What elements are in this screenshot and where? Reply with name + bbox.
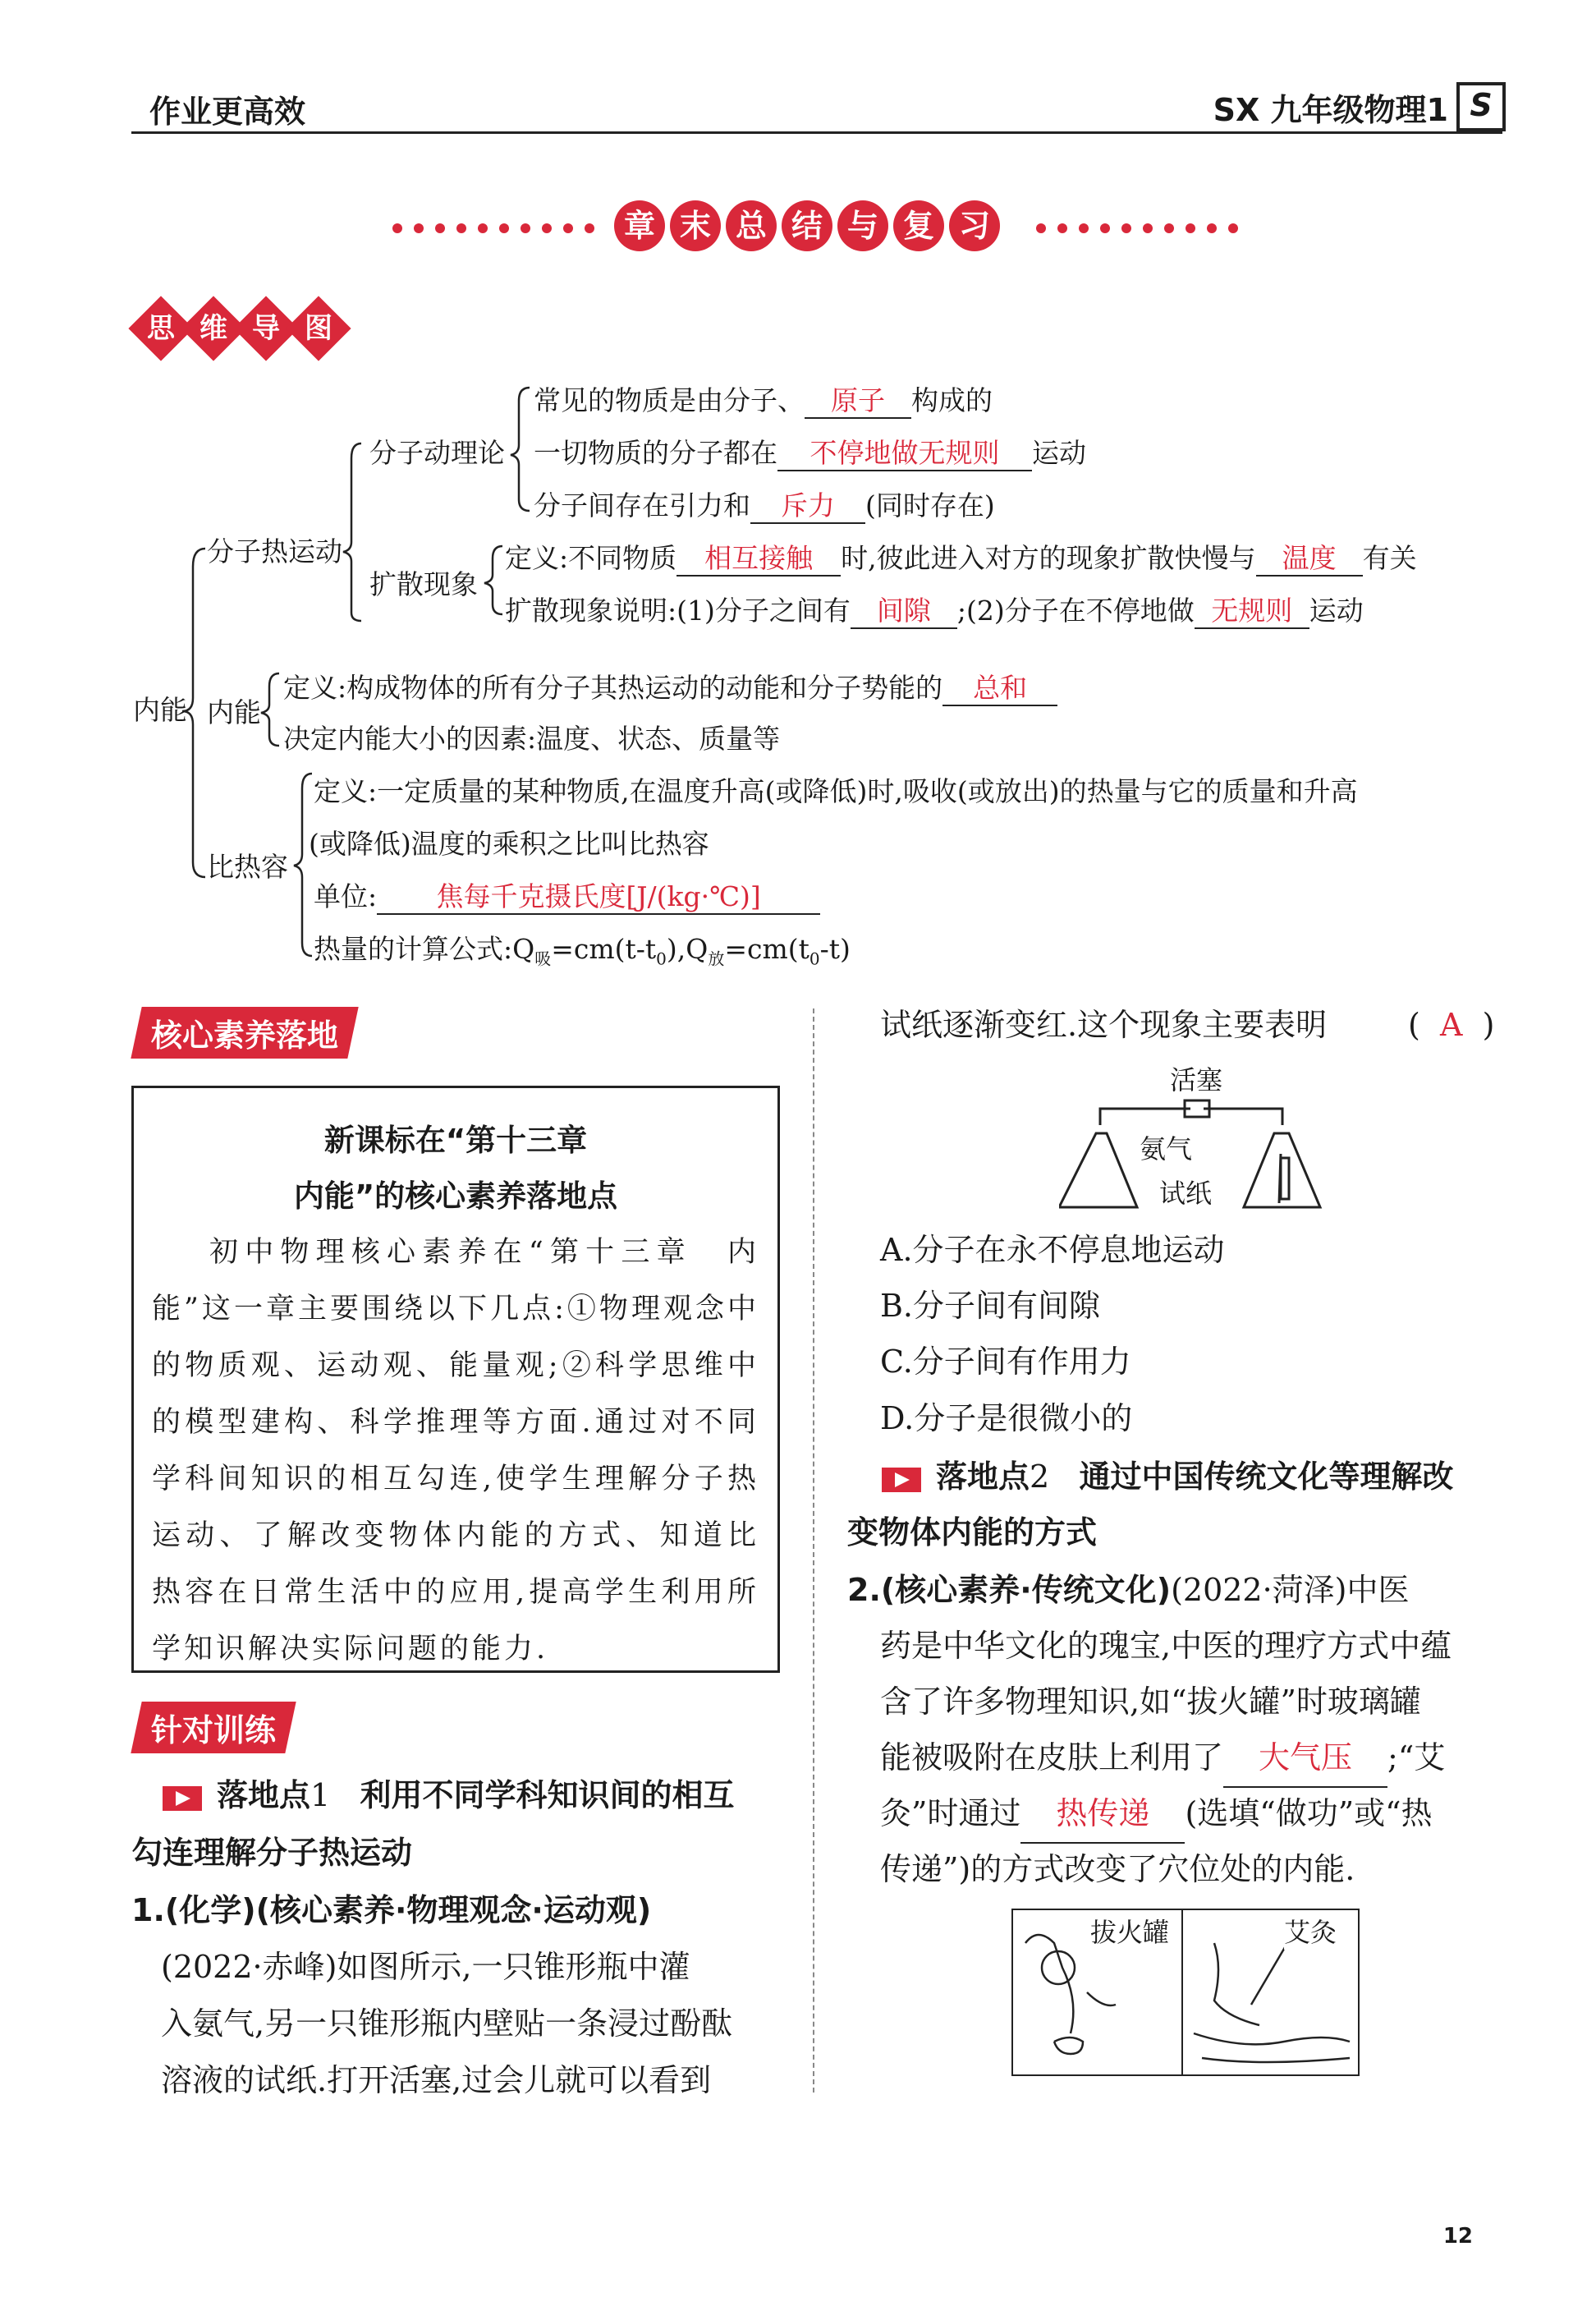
q2-line: 含了许多物理知识,如“拔火罐”时玻璃罐 — [880, 1684, 1421, 1720]
q2-line: 能被吸附在皮肤上利用了 大气压 ;“艾 — [880, 1730, 1445, 1788]
mm-kinetic-theory: 分子动理论 — [369, 437, 505, 469]
q1-continuation: 试纸逐渐变红.这个现象主要表明 — [880, 1007, 1328, 1043]
q1-line: 溶液的试纸.打开活塞,过会儿就可以看到 — [161, 2062, 712, 2098]
play-icon — [163, 1786, 202, 1811]
q1-option-d: D.分子是很微小的 — [880, 1400, 1133, 1436]
q1-option-c: C.分子间有作用力 — [880, 1344, 1131, 1380]
point-1-heading-cont: 勾连理解分子热运动 — [131, 1835, 413, 1871]
label-ammonia: 氨气 — [1140, 1133, 1193, 1165]
mm-item: 扩散现象说明:(1)分子之间有 间隙 ;(2)分子在不停地做 无规则 运动 — [505, 595, 1364, 629]
box-title-2: 内能”的核心素养落地点 — [293, 1178, 618, 1214]
q1-header: 1.(化学)(核心素养·物理观念·运动观) — [131, 1892, 652, 1928]
label-moxibustion: 艾灸 — [1284, 1912, 1337, 1950]
core-literacy-banner: 核心素养落地 — [131, 1007, 358, 1059]
point-2-heading: 落地点2 通过中国传统文化等理解改 — [882, 1449, 1453, 1505]
mm-branch-internal-energy: 内能 — [207, 696, 261, 728]
mindmap-title: 思 维 导 图 — [138, 306, 342, 351]
mm-item: 定义:不同物质 相互接触 时,彼此进入对方的现象扩散快慢与 温度 有关 — [505, 542, 1417, 577]
q2-line: 灸”时通过 热传递 (选填“做功”或“热 — [880, 1785, 1433, 1844]
chapter-title: 章 末 总 结 与 复 习 — [614, 200, 1000, 251]
q1-line: (2022·赤峰)如图所示,一只锥形瓶中灌 — [161, 1949, 690, 1985]
book-title: SX 九年级物理1 — [1213, 91, 1448, 128]
play-icon — [882, 1468, 921, 1492]
publisher-logo: S — [1456, 82, 1506, 131]
label-test-paper: 试纸 — [1159, 1178, 1213, 1209]
label-valve: 活塞 — [1170, 1064, 1223, 1096]
training-banner: 针对训练 — [131, 1702, 296, 1753]
mm-item: 单位: 焦每千克摄氏度[J/(kg·℃)] — [314, 880, 820, 915]
mm-item: 一切物质的分子都在 不停地做无规则 运动 — [534, 437, 1086, 471]
mm-diffusion: 扩散现象 — [369, 568, 478, 600]
mm-item: 定义:构成物体的所有分子其热运动的动能和分子势能的 总和 — [283, 672, 1057, 706]
column-divider — [813, 1008, 814, 2093]
mm-item: 定义:一定质量的某种物质,在温度升高(或降低)时,吸收(或放出)的热量与它的质量和升高 — [314, 775, 1358, 807]
mm-item: 常见的物质是由分子、 原子 构成的 — [534, 384, 993, 419]
mm-heat-formula: 热量的计算公式$:Q_吸=cm(t-t_0),Q_放=cm(t_0-t)$ — [314, 933, 851, 969]
core-literacy-box — [131, 1086, 780, 1673]
q2-line: 药是中华文化的瑰宝,中医的理疗方式中蕴 — [880, 1628, 1452, 1664]
q1-answer: ( A ) — [1408, 1007, 1495, 1043]
q1-option-b: B.分子间有间隙 — [880, 1288, 1101, 1324]
mm-item: 分子间存在引力和 斥力 (同时存在) — [534, 489, 995, 524]
mm-root: 内能 — [133, 694, 187, 726]
q1-line: 入氨气,另一只锥形瓶内壁贴一条浸过酚酞 — [161, 2005, 733, 2042]
mm-item: (或降低)温度的乘积之比叫比热容 — [309, 828, 709, 860]
mm-branch-molecular: 分子热运动 — [207, 535, 342, 567]
q2-header: 2.(核心素养·传统文化)(2022·菏泽)中医 — [847, 1572, 1410, 1608]
q1-option-a: A.分子在永不停息地运动 — [880, 1232, 1225, 1268]
box-body: 初中物理核心素养在“第十三章 内能”这一章主要围绕以下几点:①物理观念中的物质观、运动观、能量观;②科学思维中的模型建构、科学推理等方面.通过对不同学科间知识的相互勾连,使学生理解分子热运动、了解改变物体内能的方式、知道比热容在日常生活中的应用,提高学生利用所学知识解决实际问题的能力. — [152, 1236, 759, 1665]
mm-branch-specific-heat: 比热容 — [207, 851, 288, 883]
page-number: 12 — [1442, 2224, 1473, 2249]
point-1-heading: 落地点1 利用不同学科知识间的相互 — [163, 1767, 734, 1824]
mm-item: 决定内能大小的因素:温度、状态、质量等 — [283, 723, 781, 755]
header-title: 作业更高效 — [149, 94, 306, 130]
box-title-1: 新课标在“第十三章 — [323, 1123, 588, 1158]
tcm-figure — [1011, 1909, 1360, 2076]
label-cupping: 拔火罐 — [1090, 1912, 1169, 1950]
q2-line: 传递”)的方式改变了穴位处的内能. — [880, 1851, 1355, 1887]
point-2-heading-cont: 变物体内能的方式 — [847, 1514, 1098, 1550]
